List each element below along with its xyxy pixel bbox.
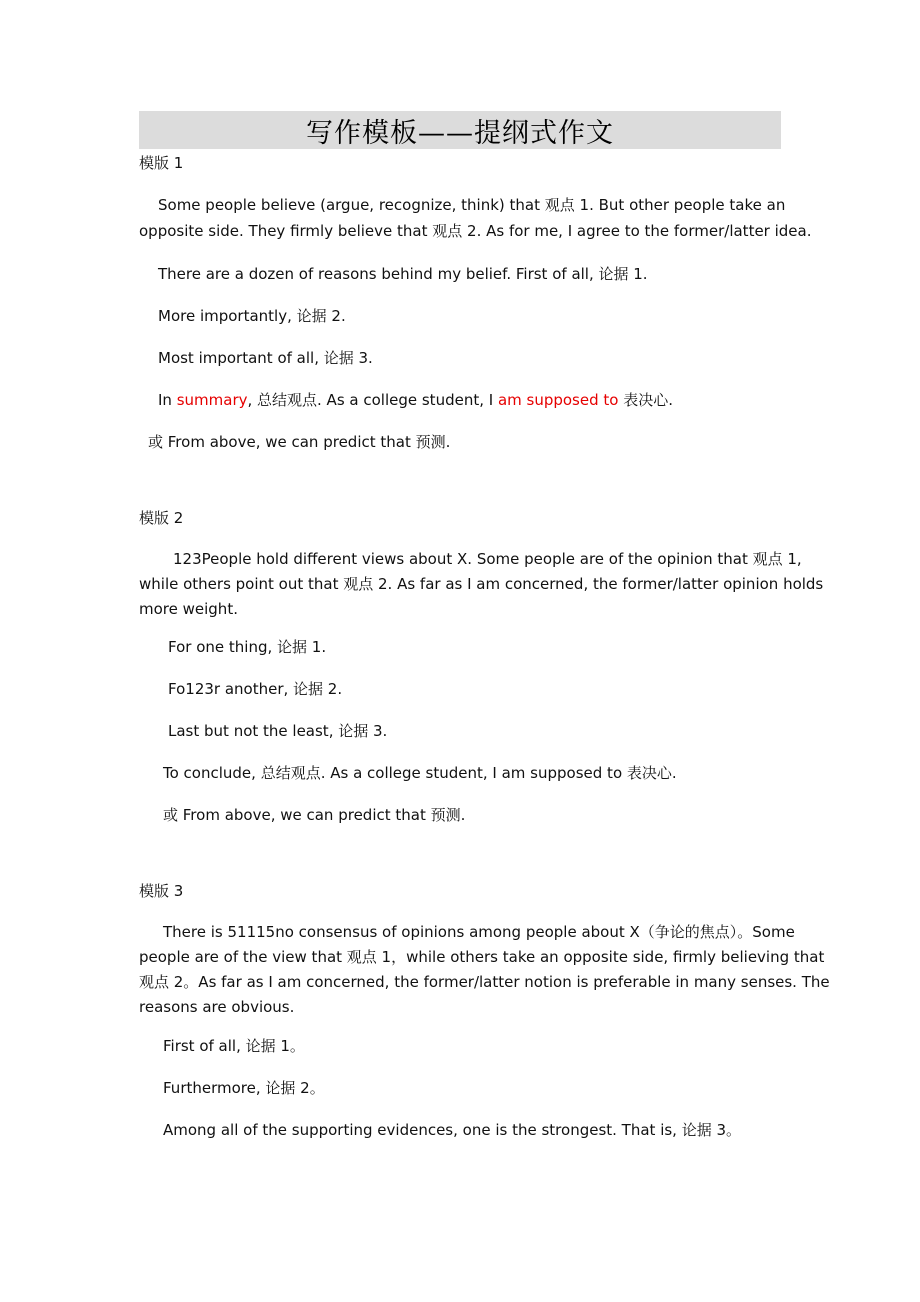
section-3-point-2: Furthermore, 论据 2。 xyxy=(163,1079,325,1097)
section-2-conclusion: To conclude, 总结观点. As a college student, I am supposed to 表决心. xyxy=(163,764,677,782)
section-1-intro xyxy=(139,192,812,244)
section-1-point-2: More importantly, 论据 2. xyxy=(158,307,346,325)
section-2-intro-line-1: 123People hold different views about X. Some people are of the opinion that 观点 1, xyxy=(173,550,802,568)
section-1-alternative: 或 From above, we can predict that 预测. xyxy=(148,433,451,451)
section-3-intro-line-1: There is 51115no consensus of opinions among people about X（争论的焦点）。Some xyxy=(163,923,795,941)
section-3-point-3: Among all of the supporting evidences, one is the strongest. That is, 论据 3。 xyxy=(163,1121,742,1139)
section-3-point-1: First of all, 论据 1。 xyxy=(163,1037,305,1055)
section-2-intro xyxy=(139,547,824,622)
section-3-heading: 模版 3 xyxy=(139,882,184,900)
section-2-intro-line-3: more weight. xyxy=(139,600,238,618)
section-2-intro-line-2: while others point out that 观点 2. As far as I am concerned, the former/latter opinion holds xyxy=(139,575,824,593)
highlight-supposed-to: am supposed to xyxy=(497,391,619,409)
section-1-point-1: There are a dozen of reasons behind my belief. First of all, 论据 1. xyxy=(158,265,648,283)
conclusion-text-e: 表决心. xyxy=(618,391,673,409)
section-2-point-2: Fo123r another, 论据 2. xyxy=(168,680,343,698)
section-1-conclusion xyxy=(158,390,673,410)
section-3-intro xyxy=(139,920,830,1020)
section-3-intro-line-2: people are of the view that 观点 1，while others take an opposite side, firmly believing that xyxy=(139,948,825,966)
section-2-heading: 模版 2 xyxy=(139,509,184,527)
section-3-intro-line-3: 观点 2。As far as I am concerned, the former/latter notion is preferable in many senses. The xyxy=(139,973,830,991)
section-2-point-3: Last but not the least, 论据 3. xyxy=(168,722,388,740)
section-1-intro-line-2: opposite side. They firmly believe that 观点 2. As for me, I agree to the former/latter idea. xyxy=(139,222,812,240)
highlight-summary: summary xyxy=(176,391,248,409)
conclusion-text-a: In xyxy=(158,391,177,409)
title-banner xyxy=(139,111,781,149)
section-3-intro-line-4: reasons are obvious. xyxy=(139,998,295,1016)
section-1-heading: 模版 1 xyxy=(139,154,184,172)
section-1-point-3: Most important of all, 论据 3. xyxy=(158,349,373,367)
section-2-point-1: For one thing, 论据 1. xyxy=(168,638,327,656)
document-title: 写作模板——提纲式作文 xyxy=(306,117,614,149)
section-2-alternative: 或 From above, we can predict that 预测. xyxy=(163,806,466,824)
conclusion-text-c: , 总结观点. As a college student, I xyxy=(247,391,498,409)
section-1-intro-line-1: Some people believe (argue, recognize, think) that 观点 1. But other people take an xyxy=(158,196,786,214)
